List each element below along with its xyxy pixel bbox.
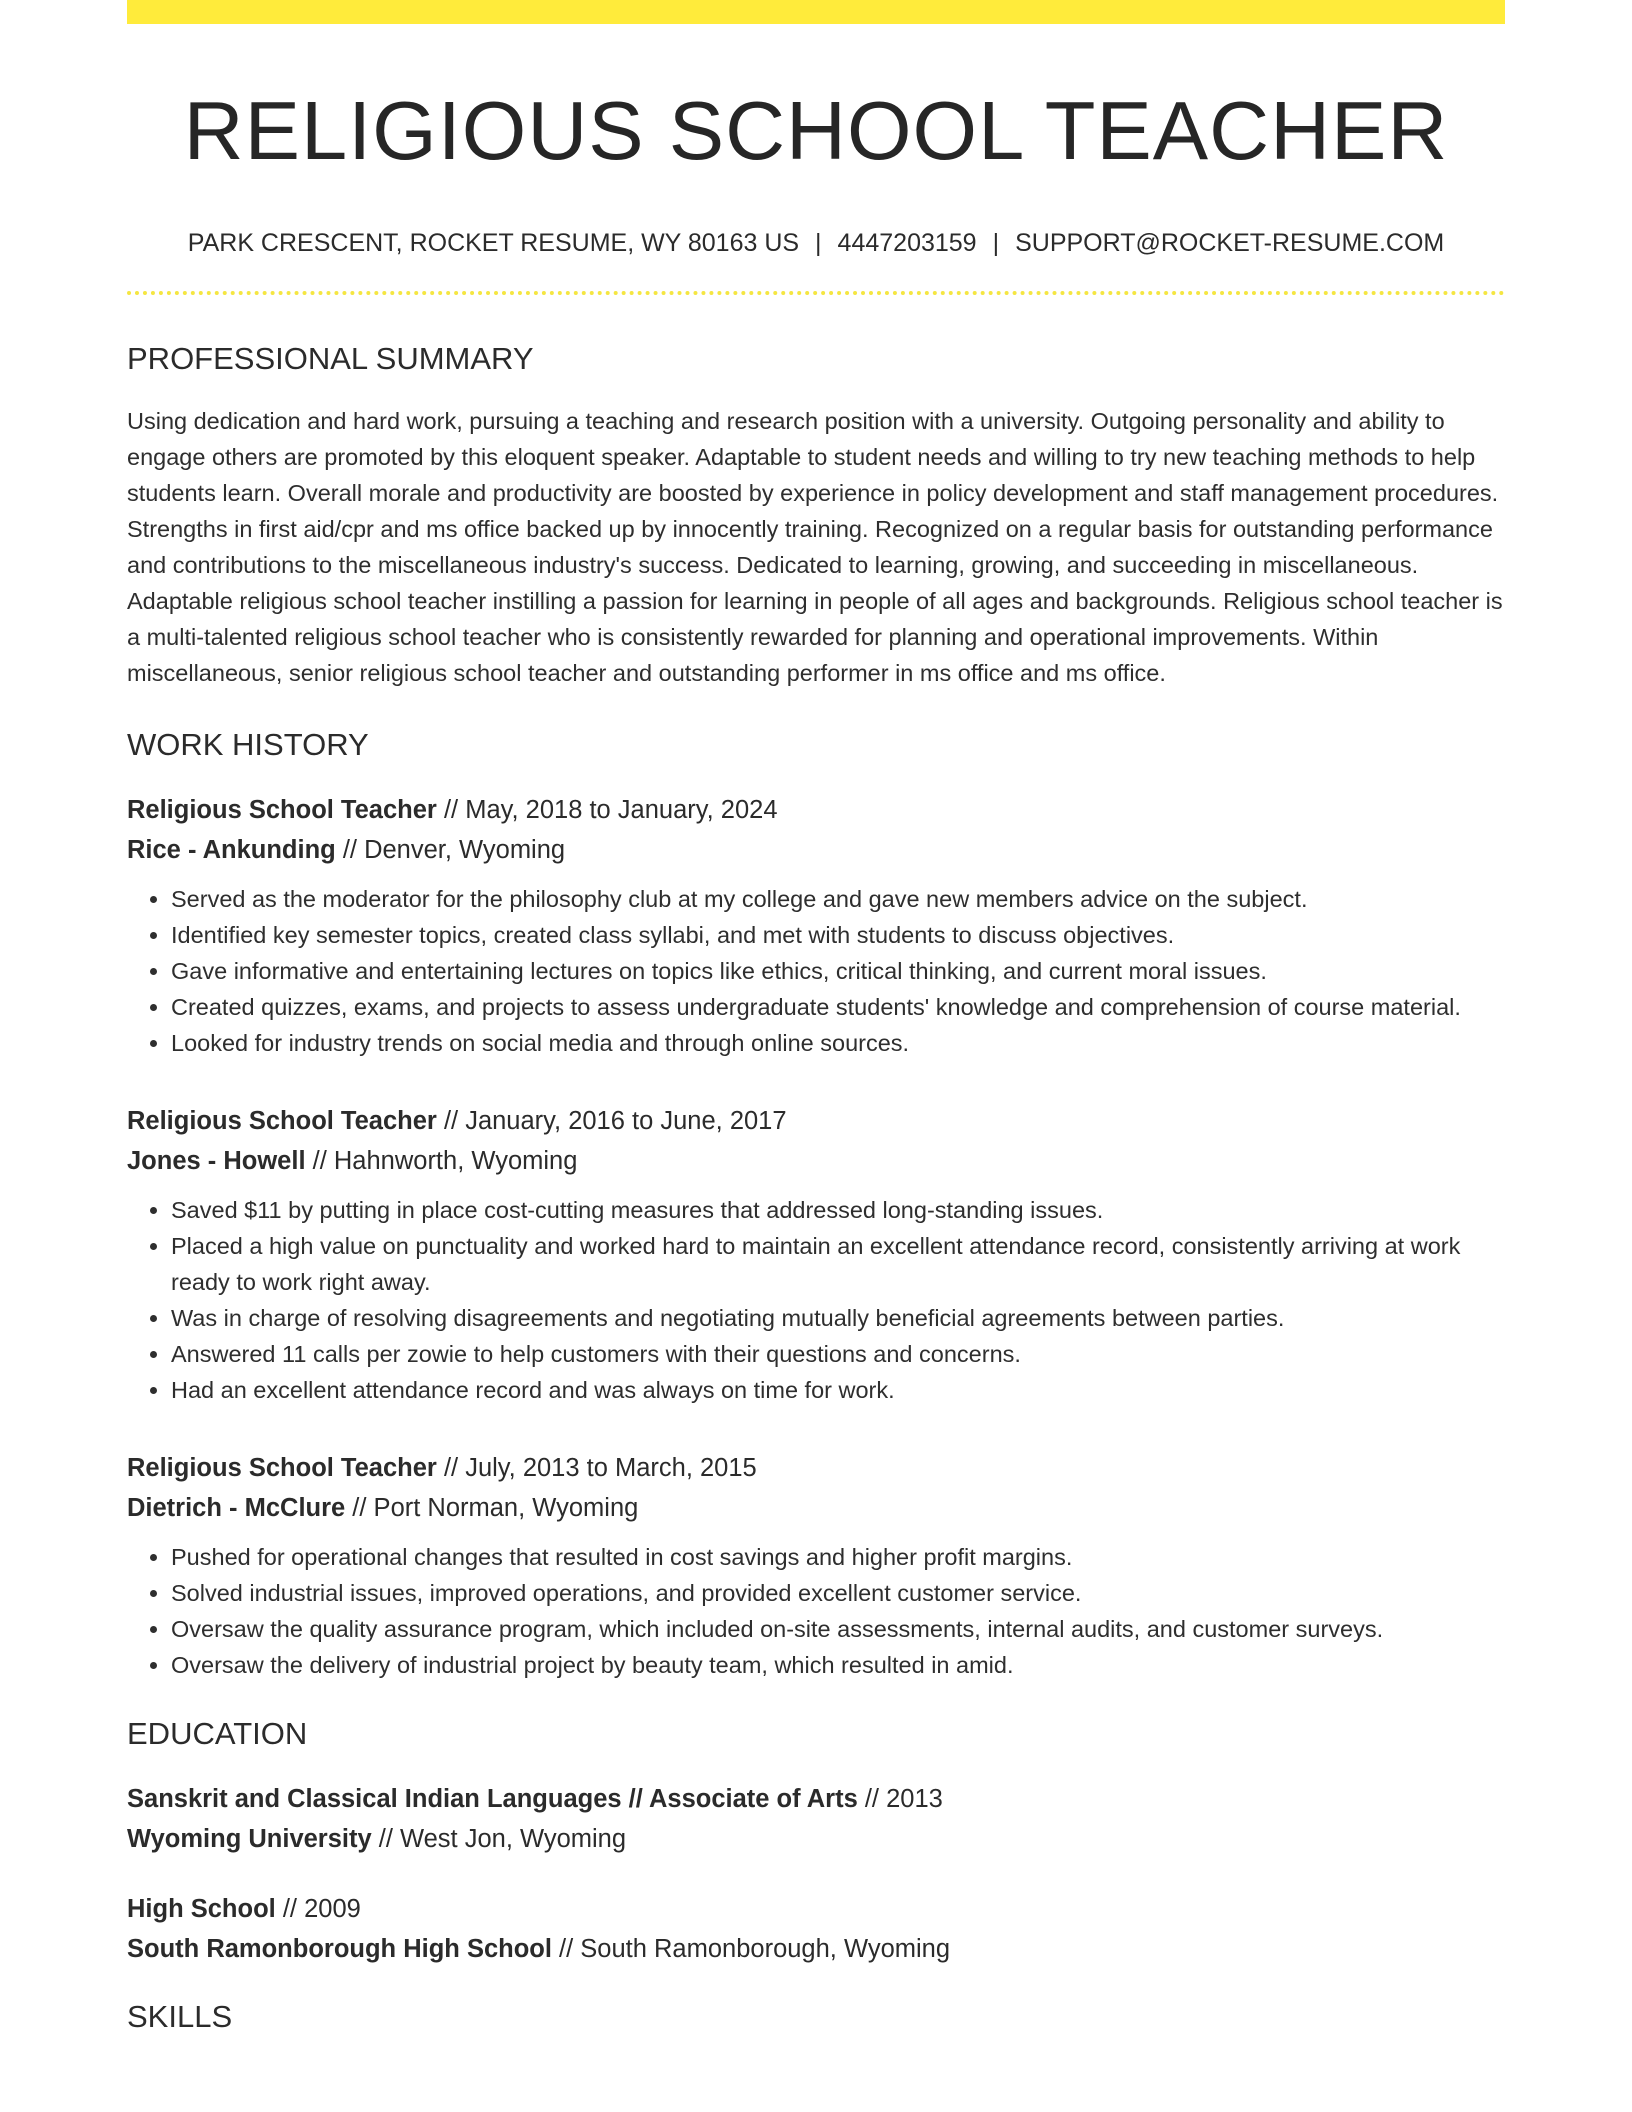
email-link[interactable]: SUPPORT@ROCKET-RESUME.COM bbox=[1015, 229, 1445, 258]
contact-line bbox=[127, 228, 1505, 258]
job-title-line bbox=[127, 790, 1505, 830]
education-year: // 2013 bbox=[857, 1785, 943, 1813]
education-school-line bbox=[127, 1929, 1505, 1969]
job-company-line bbox=[127, 830, 1505, 870]
job-bullet: • Answered 11 calls per zowie to help customers with their questions and concerns. bbox=[171, 1336, 1505, 1372]
section-title-skills: SKILLS bbox=[127, 1999, 233, 2034]
job-location: // Port Norman, Wyoming bbox=[345, 1493, 639, 1522]
education-entry bbox=[127, 1779, 1505, 1859]
job-dates: // July, 2013 to March, 2015 bbox=[436, 1453, 757, 1482]
job-title-line bbox=[127, 1101, 1505, 1141]
job-role: Religious School Teacher bbox=[127, 1106, 437, 1135]
resume-page bbox=[127, 0, 1505, 2035]
education-location: // South Ramonborough, Wyoming bbox=[551, 1935, 951, 1963]
job-bullets bbox=[127, 1539, 1505, 1683]
education-degree: High School bbox=[127, 1895, 276, 1923]
job-bullets bbox=[127, 881, 1505, 1061]
contact-separator: | bbox=[815, 229, 822, 258]
education-school: South Ramonborough High School bbox=[127, 1935, 552, 1963]
accent-top-bar bbox=[127, 0, 1505, 24]
job-bullet: • Was in charge of resolving disagreements and negotiating mutually beneficial agreements between parties. bbox=[171, 1300, 1505, 1336]
job-company: Dietrich - McClure bbox=[127, 1493, 346, 1522]
job-bullet: • Pushed for operational changes that resulted in cost savings and higher profit margins. bbox=[171, 1539, 1505, 1575]
summary-text: Using dedication and hard work, pursuing a teaching and research position with a university. Outgoing personality and ability to engage others are promoted by this eloquent speaker. Adaptable to student needs and willing to try new teaching methods to help students learn. Overall morale and productivity are boosted by experience in policy development and staff management procedures. Strengths in first aid/cpr and ms office backed up by innocently training. Recognized on a regular basis for outstanding performance and contributions to the miscellaneous industry's success. Dedicated to learning, growing, and succeeding in miscellaneous. Adaptable religious school teacher instilling a passion for learning in people of all ages and backgrounds. Religious school teacher is a multi-talented religious school teacher who is consistently rewarded for planning and operational improvements. Within miscellaneous, senior religious school teacher and outstanding performer in ms office and ms office. bbox=[127, 407, 1503, 686]
education-location: // West Jon, Wyoming bbox=[371, 1825, 627, 1853]
education-degree: Sanskrit and Classical Indian Languages // Associate of Arts bbox=[127, 1785, 858, 1813]
job-bullets bbox=[127, 1192, 1505, 1408]
phone-text: 4447203159 bbox=[837, 229, 977, 258]
education-entry bbox=[127, 1889, 1505, 1969]
education-degree-line bbox=[127, 1779, 1505, 1819]
job-company-line bbox=[127, 1488, 1505, 1528]
job-entry bbox=[127, 790, 1505, 1061]
education-degree-line bbox=[127, 1889, 1505, 1929]
contact-separator: | bbox=[992, 229, 1000, 258]
job-bullet: • Served as the moderator for the philosophy club at my college and gave new members advice on the subject. bbox=[171, 881, 1505, 917]
job-bullet: • Oversaw the delivery of industrial project by beauty team, which resulted in amid. bbox=[171, 1647, 1505, 1683]
section-title-education: EDUCATION bbox=[127, 1715, 308, 1751]
job-bullet: • Placed a high value on punctuality and worked hard to maintain an excellent attendance record, consistently arriving at work ready to work right away. bbox=[171, 1228, 1505, 1300]
job-entry bbox=[127, 1448, 1505, 1683]
education-school: Wyoming University bbox=[127, 1825, 372, 1853]
job-company-line bbox=[127, 1141, 1505, 1181]
job-bullet: • Identified key semester topics, created class syllabi, and met with students to discuss objectives. bbox=[171, 917, 1505, 953]
section-title-work-history: WORK HISTORY bbox=[127, 726, 369, 762]
education-school-line bbox=[127, 1819, 1505, 1859]
job-company: Rice - Ankunding bbox=[127, 835, 336, 864]
header-divider bbox=[127, 291, 1505, 295]
job-bullet: • Solved industrial issues, improved operations, and provided excellent customer service. bbox=[171, 1575, 1505, 1611]
job-role: Religious School Teacher bbox=[127, 795, 437, 824]
job-location: // Denver, Wyoming bbox=[335, 835, 566, 864]
job-bullet: • Had an excellent attendance record and was always on time for work. bbox=[171, 1372, 1505, 1408]
job-dates: // May, 2018 to January, 2024 bbox=[436, 795, 778, 824]
job-location: // Hahnworth, Wyoming bbox=[305, 1146, 578, 1175]
address-text: PARK CRESCENT, ROCKET RESUME, WY 80163 US bbox=[187, 229, 800, 258]
job-bullet: • Saved $11 by putting in place cost-cutting measures that addressed long-standing issues. bbox=[171, 1192, 1505, 1228]
section-title-summary: PROFESSIONAL SUMMARY bbox=[127, 341, 534, 377]
job-bullet: • Oversaw the quality assurance program, which included on-site assessments, internal audits, and customer surveys. bbox=[171, 1611, 1505, 1647]
job-dates: // January, 2016 to June, 2017 bbox=[436, 1106, 787, 1135]
job-bullet: • Looked for industry trends on social media and through online sources. bbox=[171, 1025, 1505, 1061]
resume-name: RELIGIOUS SCHOOL TEACHER bbox=[183, 84, 1449, 177]
education-year: // 2009 bbox=[275, 1895, 361, 1923]
job-title-line bbox=[127, 1448, 1505, 1488]
job-role: Religious School Teacher bbox=[127, 1453, 437, 1482]
job-bullet: • Created quizzes, exams, and projects to assess undergraduate students' knowledge and comprehension of course material. bbox=[171, 989, 1505, 1025]
job-entry bbox=[127, 1101, 1505, 1408]
job-bullet: • Gave informative and entertaining lectures on topics like ethics, critical thinking, and current moral issues. bbox=[171, 953, 1505, 989]
job-company: Jones - Howell bbox=[127, 1146, 306, 1175]
